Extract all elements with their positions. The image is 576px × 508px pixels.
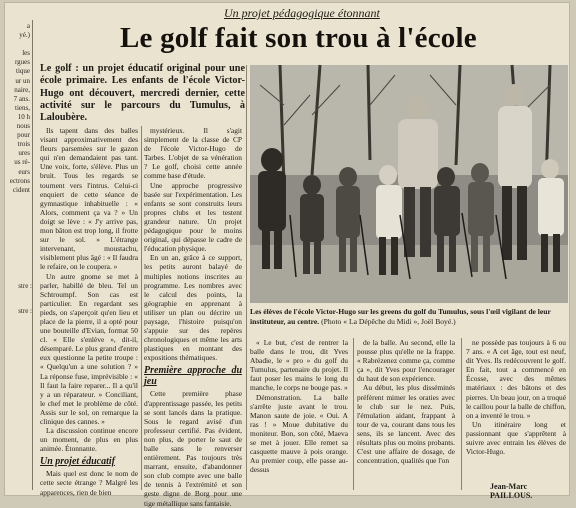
margin-fragment: les xyxy=(22,49,30,58)
margin-fragment: ures xyxy=(18,149,30,158)
margin-fragment xyxy=(4,40,30,49)
paragraph: mystérieux. Il s'agit simplement de la classe de CP de l'école Victor-Hugo de Tarbes. L'objet de sa vénération ? Le golf, choisi cette année comme base d'étude. xyxy=(144,126,242,181)
byline: Jean-Marc PAILLOUS. xyxy=(490,482,533,500)
article-column-3 xyxy=(250,338,348,490)
caption-text: Les élèves de l'école Victor-Hugo sur les greens du golf du Tumulus, sous l'œil vigilant de leur instituteur, au centre. xyxy=(250,307,551,326)
margin-fragment: naire, xyxy=(14,85,30,94)
paragraph: Une approche progressive basée sur l'expérimentation. Les enfants se sont construits leurs propres clubs et les testent grandeur nature. Un projet pédagogique pour le moins original, qui dépasse le cadre de l'éducation physique. xyxy=(144,180,242,254)
photo-illustration xyxy=(250,65,568,303)
lede-paragraph: Le golf : un projet éducatif original pour une école primaire. Les enfants de l'école Victor-Hugo ont découvert, mercredi dernier, cette activité sur le parcours du Tumulus, à Laloubère. xyxy=(40,63,245,124)
photo-caption xyxy=(250,307,568,327)
paragraph: Ils tapent dans des balles visant approximativement des fleurs parsemées sur le gazon qui n'en demandaient pas tant. Une voix, forte, s'élève. Plus un bruit. Tous les regards se tournent vers l'intrus. Celui-ci enquiert de cette séance de gymnastique inhabituelle : « Alors, comment ça va ? » Un doigt se lève : « J'y arrive pas, mon bâton est trop long, il frotte sur le sol. » L'étrange intervenant, moustachu, visiblement plus âgé : « Il faudra le refaire, on le coupera. » xyxy=(40,126,138,272)
newspaper-clipping xyxy=(4,2,570,508)
margin-fragment: 7 ans. xyxy=(13,94,30,103)
paragraph: ne possède pas toujours à 6 ou 7 ans. « A cet âge, tout est neuf, dit Yves. Ils redécouvrent le golf. En fait, tout a commencé en Écosse, avec des mêmes matériaux : des bâtons et des pierres. Un beau jour, on a troqué le caillou pour la balle de chiffon, on a inventé le trou. » xyxy=(466,338,566,420)
column-rule xyxy=(461,338,462,490)
article-column-1 xyxy=(40,126,138,497)
paragraph: La discussion continue encore un moment, de plus en plus animée. Étonnante. xyxy=(40,426,138,454)
margin-fragment: stre : xyxy=(18,307,32,315)
photo-credit: (Photo « La Dépêche du Midi », Joël Boyé.) xyxy=(321,317,456,326)
margin-fragment: us ré- xyxy=(14,158,30,167)
kicker: Un projet pédagogique étonnant xyxy=(224,6,380,20)
article-column-4 xyxy=(357,338,455,490)
headline: Le golf fait son trou à l'école xyxy=(120,22,477,54)
paragraph: Un autre gnome se met à parler, habillé de bleu. Tel un Schtroumpf. Son cas est particulier. En regardant ses pieds, on s'aperçoit qu'en lieu et place de la pierre, il a opté pour une bouteille d'Evian, format 50 cl. « Elle s'enlève », dit-il, désemparé. Le plus grand d'entre eux questionne la petite troupe : « Quelqu'un a une solution ? » La réponse fuse, imprévisible : « Il faut la faire reparer... Il a qu'il y a un réparateur. » Conciliant, le chef met le problème de côté. Assis sur le sol, on remarque la clinique des cannes. » xyxy=(40,271,138,426)
margin-fragment: trois xyxy=(17,140,30,149)
column-rule xyxy=(141,126,142,490)
paragraph: Un itinéraire long et passionnant que s'apprêtent à suivre avec entrain les élèves de Victor-Hugo. xyxy=(466,419,566,457)
margin-fragment: 10 h xyxy=(17,112,30,121)
paragraph: Démonstration. La balle s'arrête juste avant le trou. Manon saute de joie. « Oui. A ras ! » Moue dubitative du moniteur. Bon, son côté, Maeva se met à jouer. Elle remet sa casquette mauve à pois orange. Au premier coup, elle passe au-dessus xyxy=(250,392,348,475)
article-column-5 xyxy=(466,338,566,490)
left-margin-fragments xyxy=(4,22,32,282)
margin-fragment: rgues xyxy=(14,58,30,67)
column-rule xyxy=(32,20,33,490)
paragraph: Cette première phase d'apprentissage passée, les petits se sont lancés dans la pratique. Sous le regard avisé d'un professeur certifié. Pas évident, non plus, de porter le saut de balle sans le renverser entièrement. Pas toujours très marrant, ensuite, d'abandonner son club compte avec une balle de tennis à l'extrémité et son geste digne de Borg pour une tige métallique sans fantaisie. xyxy=(144,389,242,508)
article-column-2 xyxy=(144,126,242,508)
margin-fragment: pour xyxy=(17,131,30,140)
subheading: Un projet éducatif xyxy=(40,456,115,468)
margin-fragment: eurs xyxy=(18,167,30,176)
golf-class-photo xyxy=(250,65,568,303)
margin-fragment: cident xyxy=(12,185,30,194)
paragraph: Au début, les plus disséminés préfèrent mimer les oraties avec le club sur le nez. Puis, l'émulation aidant, frappant à tour de va, courant dans tous les sens, ils se lancent. Avec des résultats plus ou moins probants. C'est une affaire de dosage, de concentration, qualités que l'on xyxy=(357,383,455,466)
margin-fragment: ur un xyxy=(15,76,30,85)
margin-fragment: yé.) xyxy=(19,31,30,40)
paragraph: « Le but, c'est de rentrer la balle dans le trou, dit Yves Abadie, le « pro » du golf du Tumulus, partenaire du projet. Il faut poser les mains le long du manche, le corps ne bouge pas. » xyxy=(250,338,348,393)
margin-fragment: stre : xyxy=(18,282,32,290)
margin-fragment: tique xyxy=(16,67,30,76)
paragraph: En un an, grâce à ce support, les petits auront balayé de multiples notions inscrites au programme. Les nombres avec le calcul des points, la géographie en apprenant à utiliser un plan ou décrire un paysage, l'histoire puisqu'on s'appuie sur des repères chronologiques et même les arts plastiques en montant des expositions thématiques. xyxy=(144,253,242,363)
margin-fragment: nous xyxy=(16,122,30,131)
paragraph: Mais quel est donc le nom de cette secte étrange ? Malgré les apparences, rien de bien xyxy=(40,469,138,497)
margin-fragment: tiens, xyxy=(15,103,30,112)
left-margin-bottom xyxy=(4,282,32,342)
subheading: Première approche du jeu xyxy=(144,365,242,388)
column-rule xyxy=(246,65,247,490)
column-rule xyxy=(353,338,354,490)
paragraph: de la balle. Au second, elle la pousse plus qu'elle ne la frappe. « Rabrézenez comme ça, comme ça », dit Yves pour l'encourager du haut de son expérience. xyxy=(357,338,455,384)
margin-fragment: ectrons xyxy=(9,176,30,185)
margin-fragment: a xyxy=(26,22,30,30)
